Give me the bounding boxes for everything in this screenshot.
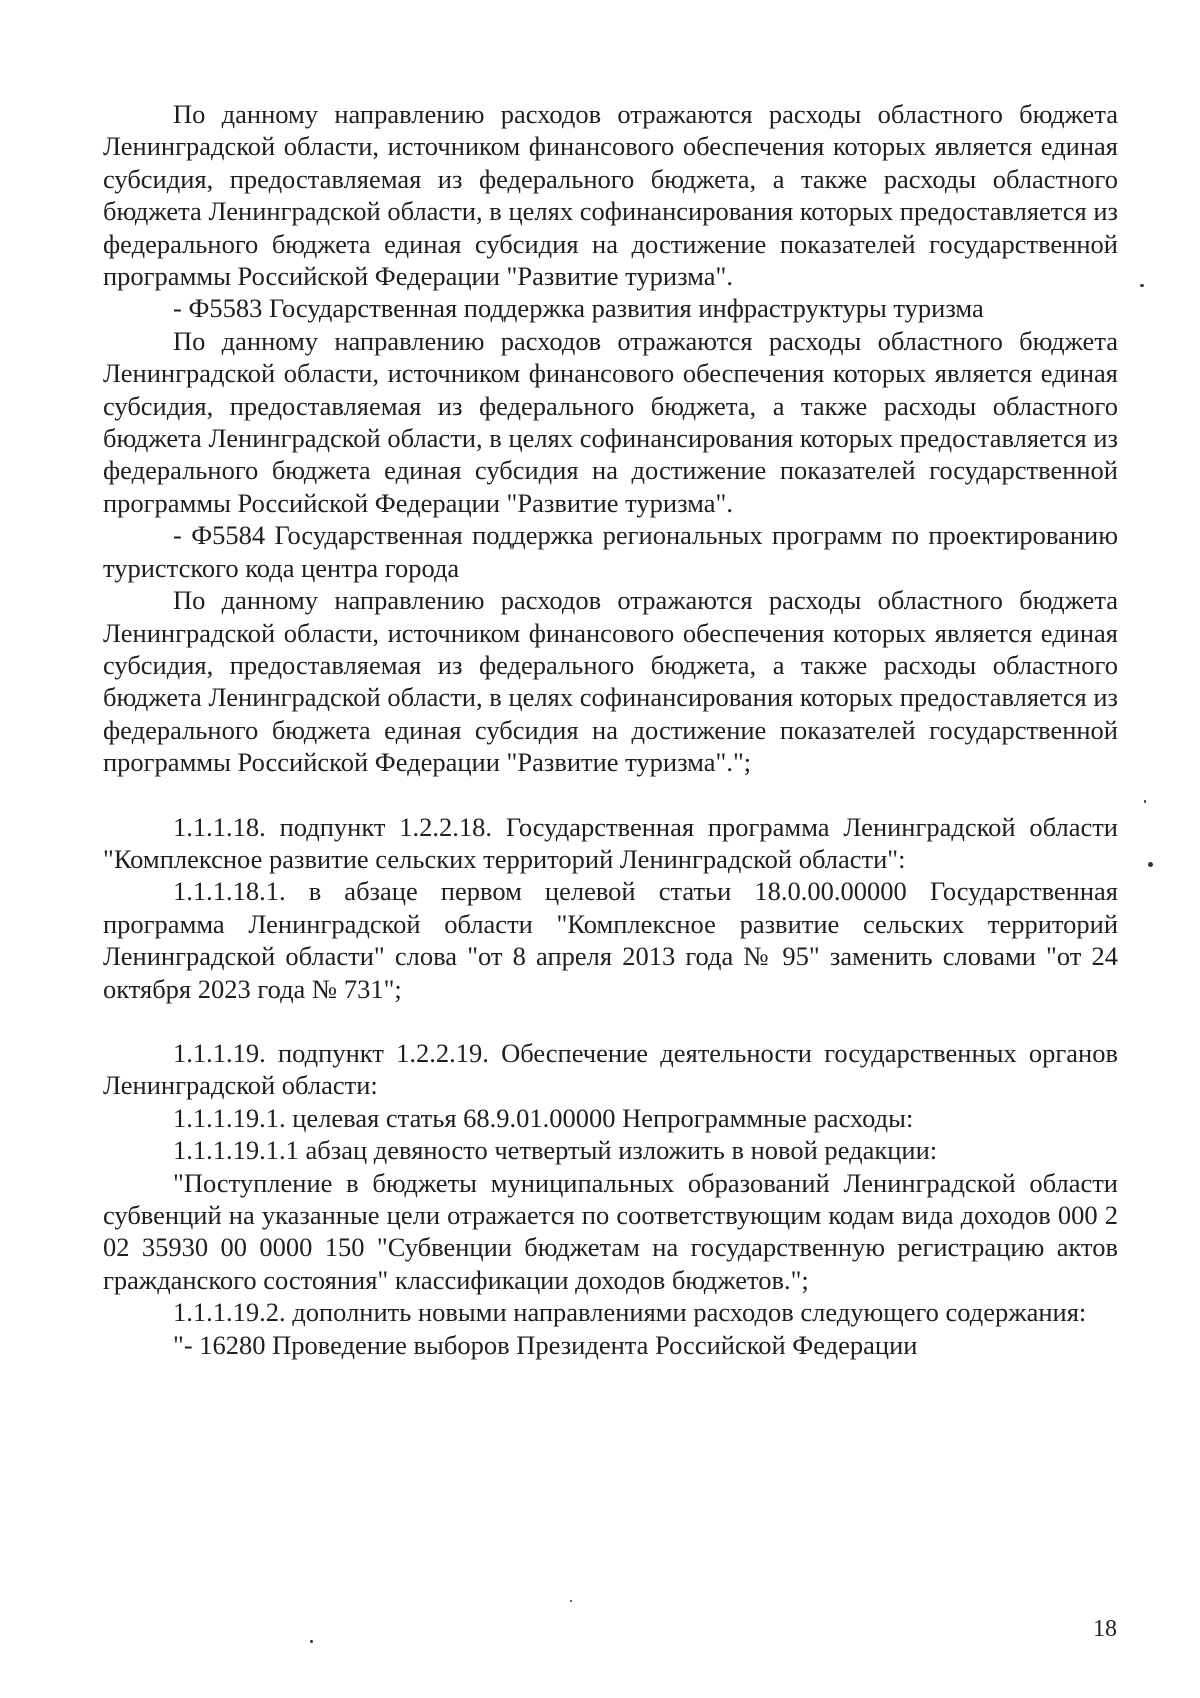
scan-speck (310, 1640, 313, 1643)
scan-speck (1140, 284, 1144, 287)
document-body (103, 98, 1118, 1361)
paragraph: 1.1.1.18. подпункт 1.2.2.18. Государственная программа Ленинградской области "Комплексное развитие сельских территорий Ленинградской области": (103, 811, 1118, 874)
page-number: 18 (1093, 1616, 1117, 1642)
scan-speck (570, 1600, 572, 1602)
scan-speck (1144, 800, 1146, 803)
paragraph: По данному направлению расходов отражаются расходы областного бюджета Ленинградской области, источником финансового обеспечения которых является единая субсидия, предоставляемая из федерального бюджета, а также расходы областного бюджета Ленинградской области, в целях софинансирования которых предоставляется из федерального бюджета единая субсидия на достижение показателей государственной программы Российской Федерации "Развитие туризма". (103, 99, 1118, 292)
paragraph: 1.1.1.19.1. целевая статья 68.9.01.00000 Непрограммные расходы: (173, 1102, 914, 1133)
paragraph: По данному направлению расходов отражаются расходы областного бюджета Ленинградской области, источником финансового обеспечения которых является единая субсидия, предоставляемая из федерального бюджета, а также расходы областного бюджета Ленинградской области, в целях софинансирования которых предоставляется из федерального бюджета единая субсидия на достижение показателей государственной программы Российской Федерации "Развитие туризма"."; (103, 585, 1118, 778)
paragraph: - Ф5584 Государственная поддержка региональных программ по проектированию туристского кода центра города (103, 520, 1118, 583)
scan-speck (1148, 862, 1153, 867)
paragraph: 1.1.1.19. подпункт 1.2.2.19. Обеспечение деятельности государственных органов Ленинградской области: (103, 1037, 1118, 1101)
paragraph: 1.1.1.18.1. в абзаце первом целевой статьи 18.0.00.00000 Государственная программа Ленинградской области "Комплексное развитие сельских территорий Ленинградской области" слова "от 8 апреля 2013 года № 95" заменить словами "от 24 октября 2023 года № 731"; (103, 876, 1118, 1004)
paragraph: 1.1.1.19.1.1 абзац девяносто четвертый изложить в новой редакции: (173, 1135, 938, 1166)
paragraph: 1.1.1.19.2. дополнить новыми направлениями расходов следующего содержания: (173, 1297, 1087, 1328)
paragraph: "- 16280 Проведение выборов Президента Российской Федерации (173, 1329, 918, 1360)
paragraph: - Ф5583 Государственная поддержка развития инфраструктуры туризма (173, 293, 984, 324)
paragraph: "Поступление в бюджеты муниципальных образований Ленинградской области субвенций на указанные цели отражается по соответствующим кодам вида доходов 000 2 02 35930 00 0000 150 "Субвенции бюджетам на государственную регистрацию актов гражданского состояния" классификации доходов бюджетов."; (103, 1167, 1118, 1295)
paragraph: По данному направлению расходов отражаются расходы областного бюджета Ленинградской области, источником финансового обеспечения которых является единая субсидия, предоставляемая из федерального бюджета, а также расходы областного бюджета Ленинградской области, в целях софинансирования которых предоставляется из федерального бюджета единая субсидия на достижение показателей государственной программы Российской Федерации "Развитие туризма". (103, 325, 1118, 518)
